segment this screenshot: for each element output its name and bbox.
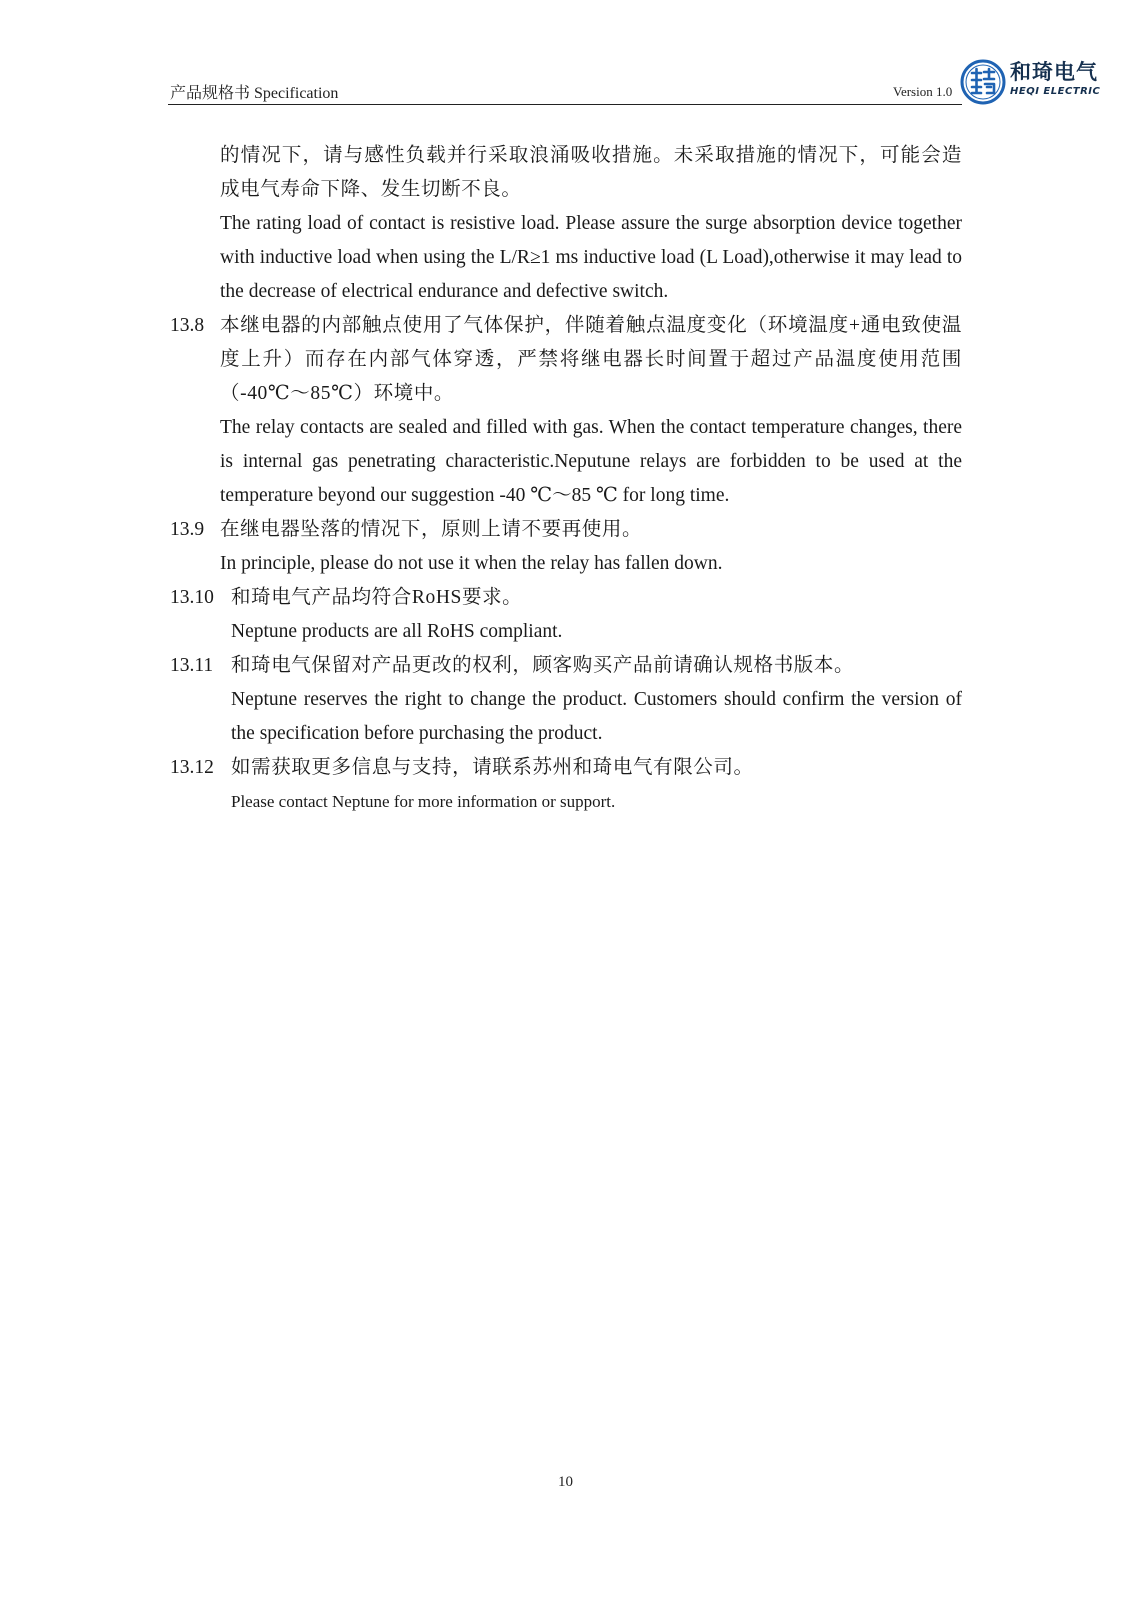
list-item [170,581,962,649]
item-text-cn: 在继电器坠落的情况下，原则上请不要再使用。 [220,519,643,540]
page-number: 10 [558,1474,573,1490]
document-version: Version 1.0 [893,84,953,99]
item-number: 13.10 [170,587,214,608]
list-item [170,513,962,581]
item-text-cn: 本继电器的内部触点使用了气体保护，伴随着触点温度变化（环境温度+通电致使温度上升）而存在内部气体穿透，严禁将继电器长时间置于超过产品温度使用范围（-40℃～85℃）环境中。 [220,315,962,404]
item-text-cn: 如需获取更多信息与支持，请联系苏州和琦电气有限公司。 [231,757,754,778]
list-item [170,751,962,819]
item-number: 13.9 [170,519,205,540]
document-header-title: 产品规格书 Specification [170,85,339,102]
item-text-cn: 和琦电气产品均符合RoHS要求。 [231,587,523,608]
item-number: 13.12 [170,757,214,778]
logo-seal-icon [960,59,1006,105]
item-text-en: Neptune products are all RoHS compliant. [231,621,563,642]
item-text-en: Neptune reserves the right to change the product. Customers should confirm the version of the specification before purchasing the product. [231,689,962,744]
document-body [170,139,962,819]
header-divider [168,104,962,105]
item-number: 13.11 [170,655,214,676]
item-text-en: The relay contacts are sealed and filled with gas. When the contact temperature changes, there is internal gas penetrating characteristic.Neputune relays are forbidden to be used at the temperature beyond our suggestion -40 ℃～85 ℃ for long time. [220,417,962,506]
continuation-cn: 的情况下，请与感性负载并行采取浪涌吸收措施。未采取措施的情况下，可能会造成电气寿命下降、发生切断不良。 [220,145,962,200]
continuation-en: The rating load of contact is resistive load. Please assure the surge absorption device together with inductive load when using the L/R≥1 ms inductive load (L Load),otherwise it may lead to the decrease of electrical endurance and defective switch. [220,213,962,302]
logo-chinese-name: 和琦电气 [1010,60,1098,84]
list-item [170,309,962,513]
item-text-en: Please contact Neptune for more information or support. [231,792,616,811]
item-text-en: In principle, please do not use it when the relay has fallen down. [220,553,723,574]
list-item [170,649,962,751]
item-text-cn: 和琦电气保留对产品更改的权利，顾客购买产品前请确认规格书版本。 [231,655,855,676]
company-logo [960,56,1110,108]
item-number: 13.8 [170,315,205,336]
logo-english-name: HEQI ELECTRIC [1010,86,1101,97]
